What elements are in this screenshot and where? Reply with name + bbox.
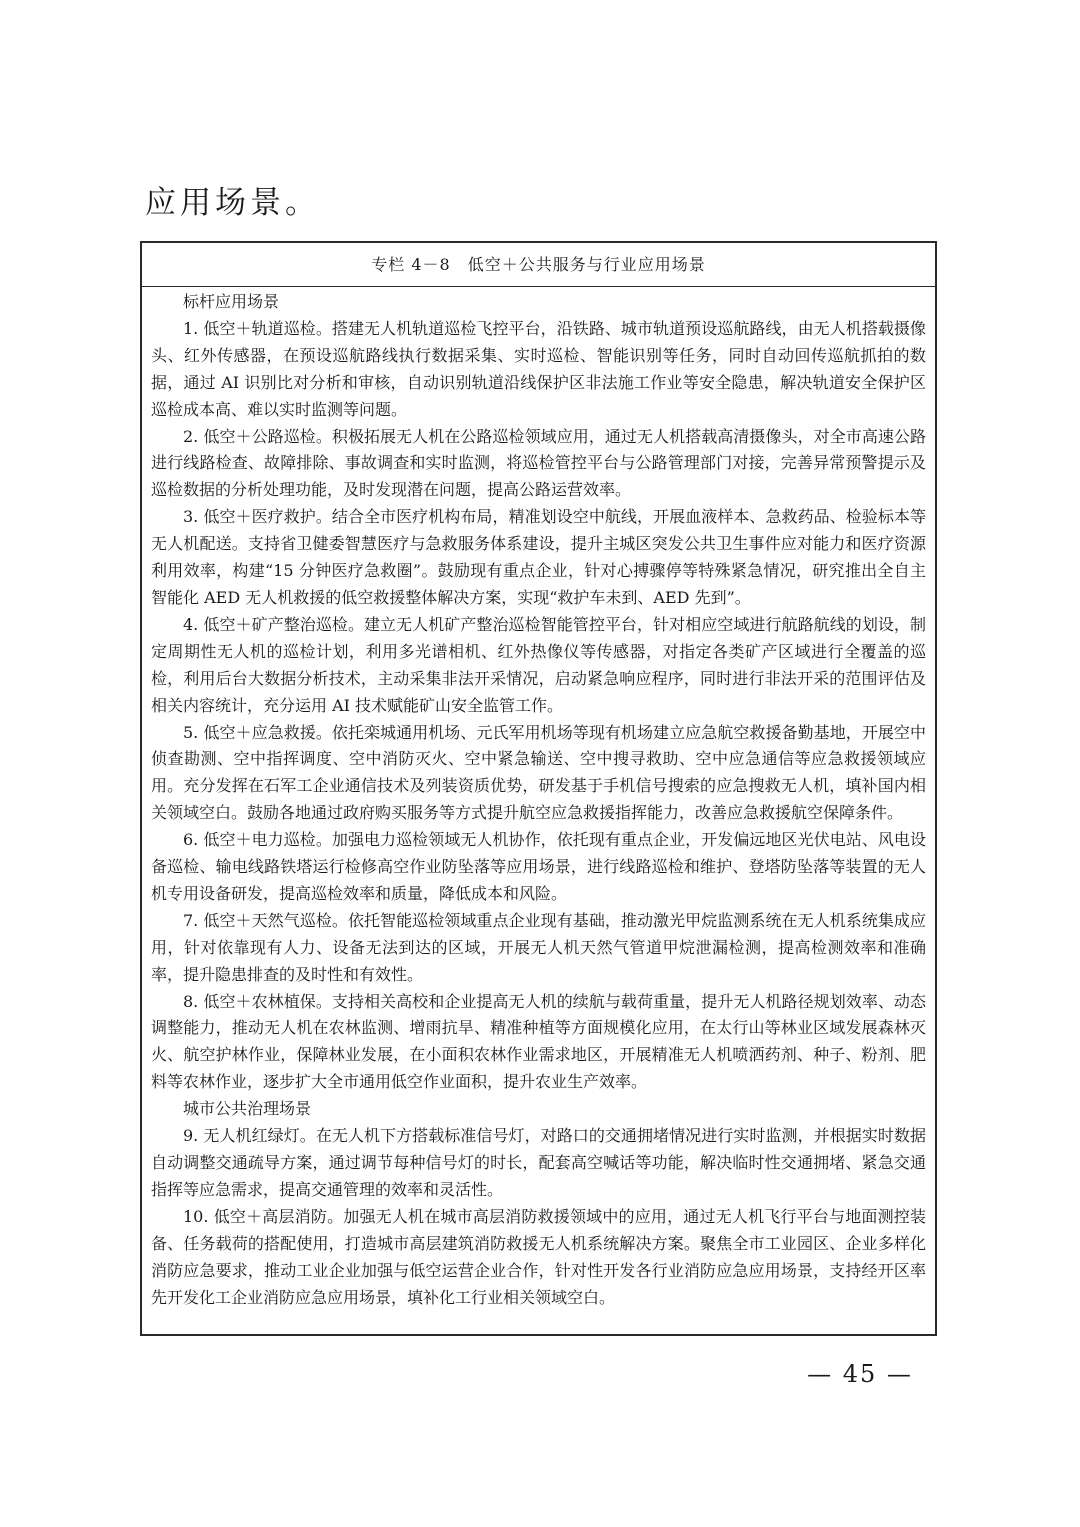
paragraph-highrise-firefighting: 10. 低空＋高层消防。加强无人机在城市高层消防救援领域中的应用，通过无人机飞行平台与地面测控装备、任务载荷的搭配使用，打造城市高层建筑消防救援无人机系统解决方案。聚焦全市工业园区、企业多样化消防应急要求，推动工业企业加强与低空运营企业合作，针对性开发各行业消防应急应用场景，支持经开区率先开发化工企业消防应急应用场景，填补化工行业相关领域空白。 [151,1206,926,1307]
paragraph-rail-inspection: 1. 低空＋轨道巡检。搭建无人机轨道巡检飞控平台，沿铁路、城市轨道预设巡航路线，由无人机搭载摄像头、红外传感器，在预设巡航路线执行数据采集、实时巡检、智能识别等任务，同时自动回传巡航抓拍的数据，通过 AI 识别比对分析和审核，自动识别轨道沿线保护区非法施工作业等安全隐患，解决轨道安全保护区巡检成本高、难以实时监测等问题。 [151,318,926,419]
paragraph-power-inspection: 6. 低空＋电力巡检。加强电力巡检领域无人机协作，依托现有重点企业，开发偏远地区光伏电站、风电设备巡检、输电线路铁塔运行检修高空作业防坠落等应用场景，进行线路巡检和维护、登塔防坠落等装置的无人机专用设备研发，提高巡检效率和质量，降低成本和风险。 [151,830,926,903]
section-heading: 应用场景。 [145,185,320,221]
subheading-benchmark: 标杆应用场景 [183,292,280,311]
column-box-body [142,287,935,1311]
paragraph-emergency-rescue: 5. 低空＋应急救援。依托栾城通用机场、元氏军用机场等现有机场建立应急航空救援备勤基地，开展空中侦查勘测、空中指挥调度、空中消防灭火、空中紧急输送、空中搜寻救助、空中应急通信等应急救援领域应用。充分发挥在石军工企业通信技术及列装资质优势，研发基于手机信号搜索的应急搜救无人机，填补国内相关领域空白。鼓励各地通过政府购买服务等方式提升航空应急救援指挥能力，改善应急救援航空保障条件。 [151,722,926,823]
paragraph-medical-rescue: 3. 低空＋医疗救护。结合全市医疗机构布局，精准划设空中航线，开展血液样本、急救药品、检验标本等无人机配送。支持省卫健委智慧医疗与急救服务体系建设，提升主城区突发公共卫生事件应对能力和医疗资源利用效率，构建“15 分钟医疗急救圈”。鼓励现有重点企业，针对心搏骤停等特殊紧急情况，研究推出全自主智能化 AED 无人机救援的低空救援整体解决方案，实现“救护车未到、AED 先到”。 [151,507,926,607]
paragraph-road-inspection: 2. 低空＋公路巡检。积极拓展无人机在公路巡检领域应用，通过无人机搭载高清摄像头，对全市高速公路进行线路检查、故障排除、事故调查和实时监测，将巡检管控平台与公路管理部门对接，完善异常预警提示及巡检数据的分析处理功能，及时发现潜在问题，提高公路运营效率。 [151,426,926,500]
paragraph-mining-inspection: 4. 低空＋矿产整治巡检。建立无人机矿产整治巡检智能管控平台，针对相应空域进行航路航线的划设，制定周期性无人机的巡检计划，利用多光谱相机、红外热像仪等传感器，对指定各类矿产区域进行全覆盖的巡检，利用后台大数据分析技术，主动采集非法开采情况，启动紧急响应程序，同时进行非法开采的范围评估及相关内容统计，充分运用 AI 技术赋能矿山安全监管工作。 [151,614,926,715]
paragraph-gas-inspection: 7. 低空＋天然气巡检。依托智能巡检领域重点企业现有基础，推动激光甲烷监测系统在无人机系统集成应用，针对依靠现有人力、设备无法到达的区域，开展无人机天然气管道甲烷泄漏检测，提高检测效率和准确率，提升隐患排查的及时性和有效性。 [151,910,926,984]
paragraph-agri-forestry: 8. 低空＋农林植保。支持相关高校和企业提高无人机的续航与载荷重量，提升无人机路径规划效率、动态调整能力，推动无人机在农林监测、增雨抗旱、精准种植等方面规模化应用，在太行山等林业区域发展森林灭火、航空护林作业，保障林业发展，在小面积农林作业需求地区，开展精准无人机喷洒药剂、种子、粉剂、肥料等农林作业，逐步扩大全市通用低空作业面积，提升农业生产效率。 [151,991,926,1092]
subheading-city-governance: 城市公共治理场景 [183,1099,312,1119]
column-box-title: 专栏 4－8 低空＋公共服务与行业应用场景 [142,243,935,287]
column-box [140,241,937,1336]
page-number: — 45 — [807,1360,913,1388]
paragraph-drone-traffic-light: 9. 无人机红绿灯。在无人机下方搭载标准信号灯，对路口的交通拥堵情况进行实时监测，并根据实时数据自动调整交通疏导方案，通过调节每种信号灯的时长，配套高空喊话等功能，解决临时性交通拥堵、紧急交通指挥等应急需求，提高交通管理的效率和灵活性。 [151,1126,926,1199]
